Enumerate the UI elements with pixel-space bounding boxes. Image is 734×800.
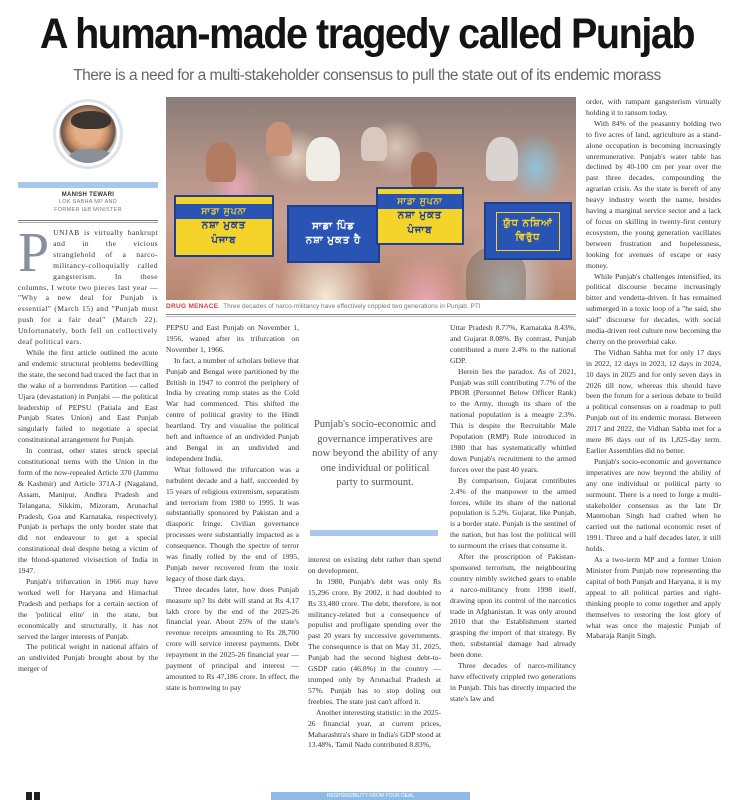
- avatar-ring: [53, 99, 123, 169]
- paragraph: In contrast, other states struck special constitutional terms with the Union in the form of the now-repealed Article 370 (Jammu & Kashmir) and Article 371A-J (Nagaland, Assam, Manipur, Andhra Pradesh and Telangana, Sikkim, Mizoram, Arunachal Pradesh, Goa and Karnataka, respectively). Punjab is perhaps the only border state that did not endeavour to get a special constitutional deal despite being a victim of the blood-spattered vivisection of India in 1947.: [18, 446, 158, 576]
- photo-person: [486, 137, 518, 181]
- photo-caption: [166, 303, 576, 310]
- placard-yellow-2: [376, 187, 464, 245]
- deck-subheadline: There is a need for a multi-stakeholder consensus to pull the state out of its endemic morass: [73, 67, 661, 84]
- author-box: [18, 97, 158, 223]
- paragraph: In fact, a number of scholars believe that Punjab and Bengal were partitioned by the British in 1947 to control the periphery of India by creating rump states as the Cold War had commenced. This shifted the centre of political gravity to the Hindi heartland. Try and visualise the political heft and influence of an undivided Punjab and Bengal in an undivided and independent India.: [166, 355, 299, 463]
- caption-text: Three decades of narco-militancy have effectively crippled two generations in Punjab. PTI: [223, 303, 481, 310]
- author-divider: [18, 220, 158, 223]
- placard-blue-1: [287, 205, 380, 263]
- drop-cap: P: [18, 228, 50, 284]
- placard-text: ਪੰਜਾਬ: [407, 224, 433, 236]
- placard-text: ਨਸ਼ਾ ਮੁਕਤ ਹੈ: [305, 235, 362, 246]
- paragraph: interest on existing debt rather than spend on development.: [308, 555, 441, 575]
- photo-person: [206, 142, 236, 182]
- author-avatar: [59, 105, 117, 163]
- placard-text: ਵਿਰੁੱਧ: [515, 232, 541, 243]
- placard-text: ਸਾਡਾ ਪਿੰਡ: [312, 220, 355, 232]
- placard-yellow-1: [174, 195, 274, 257]
- article-column-5: [586, 97, 721, 786]
- author-name: MANISH TEWARI: [61, 192, 115, 198]
- placard-text: ਨਸ਼ਾ ਮੁਕਤ: [397, 210, 443, 222]
- paragraph: As a two-term MP and a former Union Minister from Punjab now representing the capital of both Punjab and Haryana, it is my appeal to all political parties and right-thinking people to come together and apply themselves to restoring the lost glory of what was once the majestic Punjab of Maharaja Ranjit Singh.: [586, 555, 721, 641]
- photo-person: [361, 127, 387, 161]
- footer-tab: RESPONSIBILITY FROM YOUR DEAL: [271, 792, 470, 800]
- placard-text: ਯੁੱਧ ਨਸ਼ਿਆਂ: [503, 217, 553, 229]
- photo-person: [411, 152, 437, 188]
- placard-text: ਨਸ਼ਾ ਮੁਕਤ: [201, 220, 247, 232]
- paragraph: With 84% of the peasantry holding two to five acres of land, agriculture as a stand-alone occupation is becoming increasingly unremunerative. Punjab's water table has declined by 40-100 cm per year over the past three decades, compounding the agrarian crisis. As the state is bereft of any heavy industry worth the name, besides having a marginal service sector and a lack of focus on skilling in twenty-first century ecosystem, the young generation vacillates between frustration and hopelessness, looking for avenues of escape or easy money.: [586, 118, 721, 270]
- lead-text: UNJAB is virtually bankrupt and in the vicious stranglehold of a narco-militancy-colloquially called gangsterism. In these columns, I wrote two pieces last year — "Why a new deal for Punjab is essential" (March 15) and "Punjab must push for a fair deal" (March 22). Unfortunately, both fell on collectively deaf political ears.: [18, 228, 158, 347]
- paragraph: What followed the trifurcation was a turbulent decade and a half, succeeded by 15 years of religious extremism, separatism and terrorism from 1980 to 1995. It was substantially sponsored by Pakistan and a diasporic fringe. Civilian governance processes were substantially impacted as a consequence. Though the spectre of terror was finally rolled by the end of 1995, Punjab never recovered from the toxic legacy of those dark days.: [166, 464, 299, 583]
- caption-divider: [166, 314, 576, 317]
- paragraph: PEPSU and East Punjab on November 1, 1956, waned after its trifurcation on November 1, 1966.: [166, 323, 299, 354]
- paragraph: Punjab's trifurcation in 1966 may have worked well for Haryana and Himachal Pradesh and perhaps for a certain section of the 'political elite' in the state, but economically and structurally, it has not served the larger interests of Punjab.: [18, 577, 158, 641]
- article-photo: [166, 97, 576, 300]
- photo-person: [306, 137, 340, 181]
- paragraph: After the proscription of Pakistan-sponsored terrorism, the neighbouring country nimbly switched gears to enable a narco-militancy from 1998 itself, drawing upon its control of the narcotics trade in Afghanistan. It was only around 2010 that the Establishment started grasping the import of that strategy. By then, substantial damage had already been done.: [450, 552, 576, 660]
- author-title-line2: FORMER I&B MINISTER: [54, 207, 122, 213]
- pull-quote: Punjab's socio-economic and governance imperatives are now beyond the ability of any one individual or political party to surmount.: [312, 419, 438, 488]
- headline: A human-made tragedy called Punjab: [39, 10, 695, 58]
- quote-mark-icon: [26, 792, 40, 800]
- author-title-line1: LOK SABHA MP AND: [58, 199, 118, 205]
- pull-quote-bar: [310, 530, 438, 536]
- paragraph: order, with rampant gangsterism virtually holding it to ransom today.: [586, 97, 721, 117]
- paragraph: In 1980, Punjab's debt was only Rs 15,296 crore. By 2002, it had doubled to Rs 33,480 crore. The debt, therefore, is not militancy-related but a consequence of populist and profligate spending over the past 20 years by successive governments. The consequence is that on May 31, 2025, Punjab had the second highest debt-to-GSDP ratio (46.8%) in the country — trumped only by Arunachal Pradesh at 57%. Punjab has to stop doling out freebies. The state just can't afford it.: [308, 576, 441, 706]
- paragraph: Three decades later, how does Punjab measure up? Its debt will stand at Rs 4.17 lakh crore by the end of the 2025-26 financial year. About 25% of the state's revenue receipts amounting to Rs 28,700 crore will service interest payments. Debt repayment in the 2025-26 financial year — payment of principal and interest — amounted to Rs 47,186 crore. In effect, the state is borrowing to pay: [166, 584, 299, 692]
- paragraph: Three decades of narco-militancy have effectively crippled two generations in Punjab. This has directly impacted the state's law and: [450, 661, 576, 703]
- paragraph: While Punjab's challenges intensified, its political discourse became increasingly bitter and vendetta-driven. It has remained submerged in a toxic loop of a "he said, she said" discourse for decades, with social media-driven reel culture now becoming the cherry on the proverbial cake.: [586, 271, 721, 346]
- paragraph: By comparison, Gujarat contributes 2.4% of the manpower to the armed forces, while its share of the national population is 5.2%. Gujarat, like Punjab, is a border state. Punjab is the sentinel of the nation, but has lost the political will to surmount the crises that consume it.: [450, 475, 576, 551]
- article-column-4: [450, 323, 576, 786]
- paragraph: Herein lies the paradox. As of 2021, Punjab was still contributing 7.7% of the PBOR (Personnel Below Officer Rank) to the Army, though its share of the national population is a meagre 2.3%. This is despite the Recruitable Male Population (RMP) Rule introduced in 1980 that has systematically whittled down Punjab's recruitment to the armed forces over the past 40 years.: [450, 366, 576, 474]
- paragraph: While the first article outlined the acute and endemic structural problems bedevilling the state, the second had traced the fact that in the wake of a horrendous Partition — called Ujara (devastation) in Punjabi — the political leadership of PEPSU (Patiala and East Punjab States Union) and East Punjab singularly failed to negotiate a special constitutional arrangement for Punjab.: [18, 347, 158, 445]
- placard-frame: [496, 212, 560, 251]
- placard-text: ਸਾਡਾ ਸੁਪਨਾ: [176, 204, 272, 219]
- paragraph: The Vidhan Sabha met for only 17 days in 2022, 12 days in 2023, 12 days in 2024, 10 days in 2025 and for only seven days in 2026 till now, whereas this should have been the forum for a serious debate to build a political consensus on a roadmap to pull Punjab out of its endemic morass. Between 2017 and 2022, the Vidhan Sabha met for a mere 86 days out of its 1,825-day term. Earlier Assemblies did no better.: [586, 347, 721, 455]
- placard-text: ਪੰਜਾਬ: [211, 234, 237, 246]
- paragraph: Uttar Pradesh 8.77%, Karnataka 8.43%, and Gujarat 8.08%. By contrast, Punjab contributed a mere 2.4% to the national GDP.: [450, 323, 576, 365]
- article-column-1: [18, 228, 158, 786]
- photo-person: [266, 122, 292, 156]
- author-accent-bar: [18, 182, 158, 188]
- lead-paragraph: [18, 228, 158, 348]
- paragraph: Punjab's socio-economic and governance imperatives are now beyond the ability of any one individual or political party to surmount. There is a need to forge a multi-stakeholder consensus as the late Dr Manmohan Singh had crafted when he carried out the national economic reset of 1991. Three and a half decades later, it still holds.: [586, 456, 721, 554]
- placard-text: ਸਾਡਾ ਸੁਪਨਾ: [378, 194, 462, 209]
- placard-blue-2: [484, 202, 572, 260]
- article-column-2: [166, 323, 299, 786]
- article-column-3: [308, 555, 441, 786]
- caption-kicker: DRUG MENACE: [166, 303, 219, 310]
- paragraph: The political weight in national affairs of an undivided Punjab brought about by the merger of: [18, 642, 158, 674]
- paragraph: Another interesting statistic: in the 2025-26 financial year, at current prices, Maharashtra's share in India's GDP stood at 13.48%, Tamil Nadu contributed 8.83%,: [308, 707, 441, 750]
